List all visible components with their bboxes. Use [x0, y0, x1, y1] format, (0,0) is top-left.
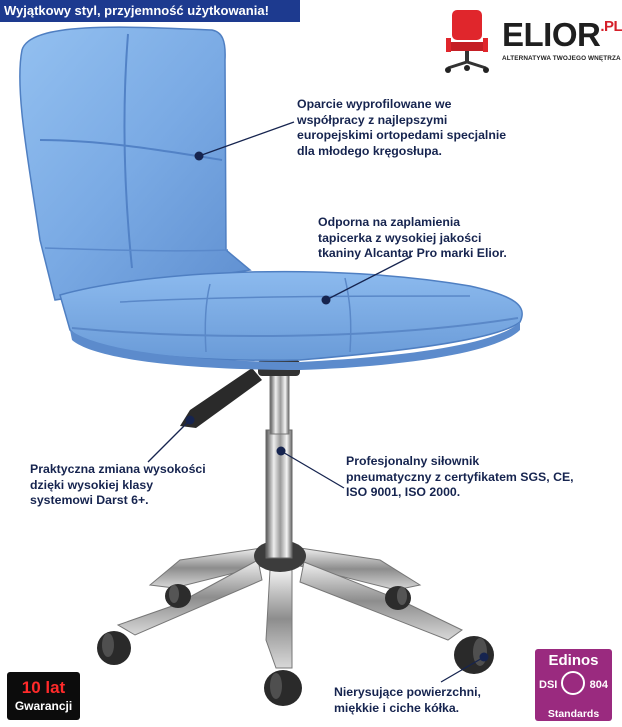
edinos-badge	[535, 649, 612, 721]
logo-wordmark: $ELIOR^{.PL}$	[502, 16, 622, 53]
callout-upholstery: Odporna na zaplamienia tapicerka z wysokiej jakości tkaniny Alcantar Pro marki Elior.	[318, 215, 507, 260]
callout-backrest: Oparcie wyprofilowane we współpracy z najlepszymi europejskimi ortopedami specjalnie dla młodego kręgosłupa.	[297, 97, 507, 158]
logo-tagline: ALTERNATYWA TWOJEGO WNĘTRZA	[502, 55, 621, 62]
callout-wheels: Nierysujące powierzchni, miękkie i ciche kółka.	[334, 685, 481, 715]
caster-left-back	[165, 584, 191, 608]
warranty-label: Gwarancji	[14, 699, 73, 713]
edinos-name: Edinos	[548, 652, 599, 669]
edinos-dsi: DSI	[539, 679, 558, 691]
dsi-seal-icon	[561, 671, 585, 695]
chair-upholstery	[20, 27, 522, 370]
warranty-badge	[7, 672, 80, 720]
edinos-standards: Standards	[547, 708, 600, 720]
warranty-years: 10 lat	[21, 678, 66, 697]
caster-left-front	[97, 631, 131, 665]
chair-base	[97, 360, 494, 706]
backrest	[20, 27, 250, 300]
headline-banner: Wyjątkowy styl, przyjemność użytkowania!	[0, 0, 300, 22]
callout-height-adjust: Praktyczna zmiana wysokości dzięki wysokiej klasy systemowi Darst 6+.	[30, 462, 206, 507]
callout-cylinder: Profesjonalny siłownik pneumatyczny z certyfikatem SGS, CE, ISO 9001, ISO 2000.	[346, 454, 574, 499]
caster-right-back	[385, 586, 411, 610]
logo-tld: .PL	[600, 18, 622, 35]
edinos-number: 804	[589, 679, 608, 691]
caster-front	[264, 670, 302, 706]
